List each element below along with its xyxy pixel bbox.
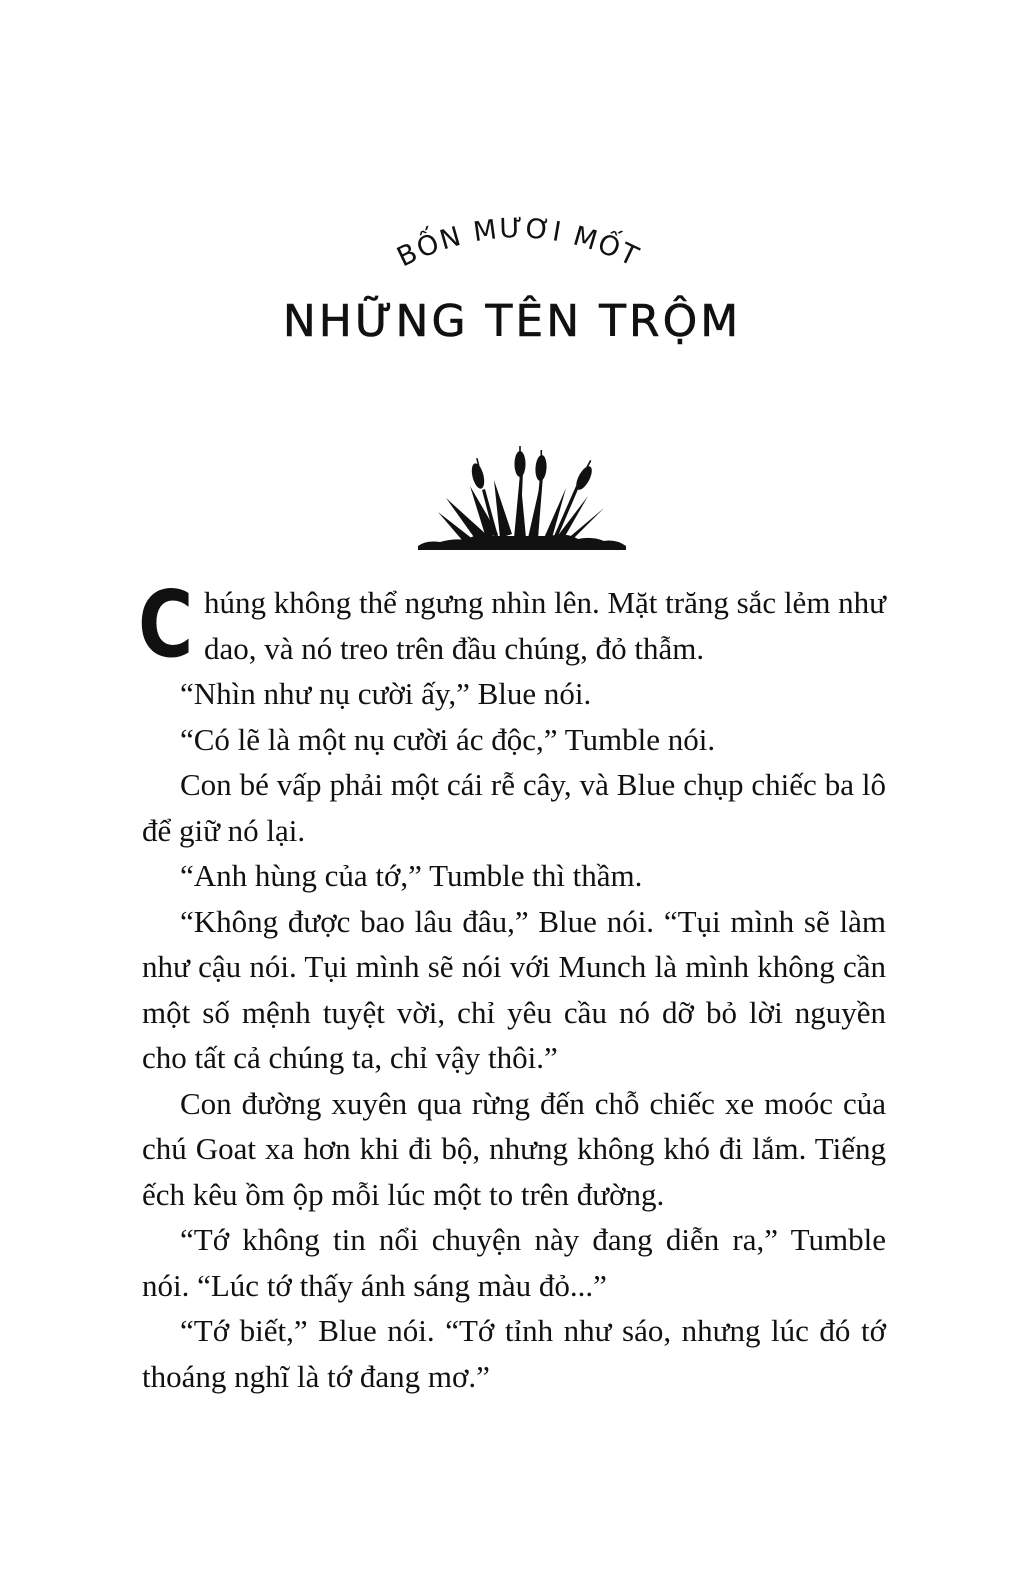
paragraph: “Tớ không tin nổi chuyện này đang diễn ra,” Tumble nói. “Lúc tớ thấy ánh sáng màu đỏ...” [142,1222,886,1303]
chapter-number-text: BỐN MƯƠI MỐT [392,213,645,274]
chapter-body [138,571,886,1399]
paragraph: “Nhìn như nụ cười ấy,” Blue nói. [180,676,592,711]
drop-cap: C [138,571,194,678]
chapter-number [362,205,672,295]
paragraph: “Anh hùng của tớ,” Tumble thì thầm. [180,858,643,893]
paragraph: “Không được bao lâu đâu,” Blue nói. “Tụi mình sẽ làm như cậu nói. Tụi mình sẽ nói với Munch là mình không cần một số mệnh tuyệt vời, chỉ yêu cầu nó dỡ bỏ lời nguyền cho tất cả chúng ta, chỉ vậy thôi.” [142,903,886,1075]
paragraph: Con bé vấp phải một cái rễ cây, và Blue chụp chiếc ba lô để giữ nó lại. [142,767,886,848]
chapter-number-arc [362,205,672,295]
paragraph: Con đường xuyên qua rừng đến chỗ chiếc xe moóc của chú Goat xa hơn khi đi bộ, nhưng không khó đi lắm. Tiếng ếch kêu ồm ộp mỗi lúc một to trên đường. [142,1085,886,1212]
paragraph: “Có lẽ là một nụ cười ác độc,” Tumble nói. [180,721,716,757]
paragraph-text: húng không thể ngưng nhìn lên. Mặt trăng sắc lẻm như dao, và nó treo trên đầu chúng, đỏ thẫm. [204,585,886,666]
chapter-title: NHỮNG TÊN TRỘM [282,296,742,347]
paragraph: “Tớ biết,” Blue nói. “Tớ tỉnh như sáo, nhưng lúc đó tớ thoáng nghĩ là tớ đang mơ.” [142,1313,886,1394]
cattail-reeds-icon [416,446,628,550]
paragraph [138,571,886,678]
